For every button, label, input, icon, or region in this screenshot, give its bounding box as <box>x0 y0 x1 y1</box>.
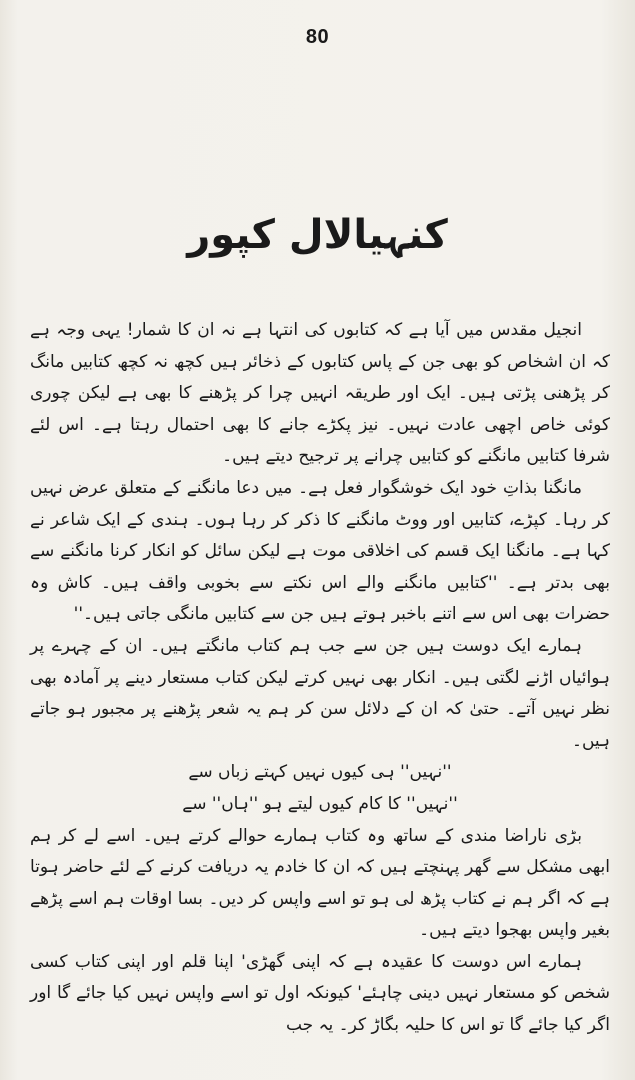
paragraph-4: بڑی ناراضا مندی کے ساتھ وہ کتاب ہمارے حوالے کرتے ہیں۔ اسے لے کر ہم ابھی مشکل سے گھر پہنچتے ہیں کہ ان کا خادم یہ دریافت کرنے کے لئے حاضر ہوتا ہے کہ اگر ہم نے کتاب پڑھ لی ہو تو اسے واپس کر دیں۔ بسا اوقات ہم اسے پڑھے بغیر واپس بھجوا دیتے ہیں۔ <box>30 825 610 941</box>
verse-line-2: ''نہیں'' کا کام کیوں لیتے ہو ''ہاں'' سے <box>182 793 458 814</box>
paragraph-2: مانگنا بذاتِ خود ایک خوشگوار فعل ہے۔ میں دعا مانگنے کے متعلق عرض نہیں کر رہا۔ کپڑے، کتابیں اور ووٹ مانگنے کا ذکر کر رہا ہوں۔ ہندی کے ایک شاعر نے کہا ہے۔ مانگنا ایک قسم کی اخلاقی موت ہے لیکن سائل کو انکار کرنا مانگنے سے بھی بدتر ہے۔ ''کتابیں مانگنے والے اس نکتے سے بخوبی واقف ہیں۔ کاش وہ حضرات بھی اس سے اتنے باخبر ہوتے ہیں جن سے کتابیں مانگی جاتی ہیں۔'' <box>30 477 610 625</box>
chapter-title: کنہیالال کپور <box>187 212 448 258</box>
page-number: 80 <box>305 26 330 48</box>
paragraph-1: انجیل مقدس میں آیا ہے کہ کتابوں کی انتہا ہے نہ ان کا شمار! یہی وجہ ہے کہ ان اشخاص کو بھی جن کے پاس کتابوں کے ذخائر ہیں کچھ نہ کچھ کتابیں مانگ کر پڑھنی پڑتی ہیں۔ ایک اور طریقہ انہیں چرا کر پڑھنے کا بھی ہے لیکن چوری کوئی خاص اچھی عادت نہیں۔ نیز پکڑے جانے کا بھی احتمال رہتا ہے۔ اس لئے شرفا کتابیں مانگنے کو کتابیں چرانے پر ترجیح دیتے ہیں۔ <box>30 320 610 467</box>
paragraph-3: ہمارے ایک دوست ہیں جن سے جب ہم کتاب مانگتے ہیں۔ ان کے چہرے پر ہوائیاں اڑنے لگتی ہیں۔ انکار بھی نہیں کرتے لیکن کتاب مستعار دینے پر آمادہ بھی نظر نہیں آتے۔ حتیٰ کہ ان کے دلائل سن کر ہم یہ شعر پڑھنے پر مجبور ہو جاتے ہیں۔ <box>30 635 610 751</box>
body-text <box>30 315 610 1042</box>
paragraph-5: ہمارے اس دوست کا عقیدہ ہے کہ اپنی گھڑی' اپنا قلم اور اپنی کتاب کسی شخص کو مستعار نہیں دینی چاہئے' کیونکہ اول تو اسے واپس نہیں کیا جائے گا اور اگر کیا جائے گا تو اس کا حلیہ بگاڑ کر۔ یہ جب <box>30 951 610 1036</box>
verse-line-1: ''نہیں'' ہی کیوں نہیں کہتے زباں سے <box>188 762 452 783</box>
